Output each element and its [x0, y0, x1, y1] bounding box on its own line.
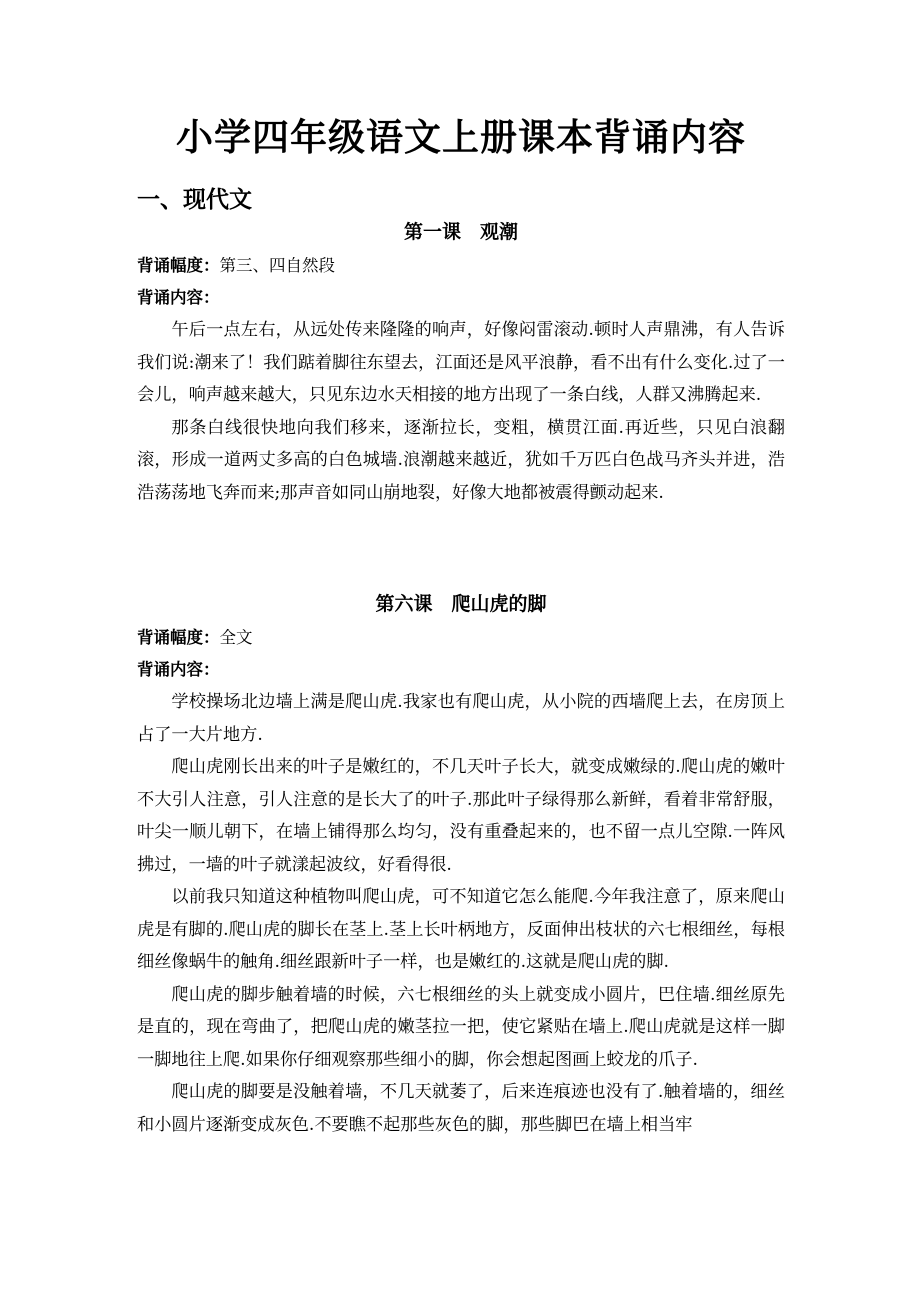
- document-title: 小学四年级语文上册课本背诵内容: [176, 116, 746, 159]
- lesson-title: 第六课 爬山虎的脚: [375, 593, 547, 615]
- lesson-1-block: [137, 214, 785, 509]
- section-heading-modern-text: 一、现代文: [137, 187, 252, 213]
- recitation-scope-value: 第三、四自然段: [219, 256, 335, 275]
- lesson-title: 第一课 观潮: [403, 221, 518, 243]
- recitation-scope: [137, 622, 785, 654]
- recitation-scope: [137, 250, 785, 282]
- paragraph: 爬山虎的脚要是没触着墙，不几天就萎了，后来连痕迹也没有了.触着墙的，细丝和小圆片逐渐变成灰色.不要瞧不起那些灰色的脚，那些脚巴在墙上相当牢: [137, 1082, 785, 1135]
- paragraph: 学校操场北边墙上满是爬山虎.我家也有爬山虎，从小院的西墙爬上去，在房顶上占了一大片地方.: [137, 692, 785, 745]
- paragraph: 爬山虎的脚步触着墙的时候，六七根细丝的头上就变成小圆片，巴住墙.细丝原先是直的，现在弯曲了，把爬山虎的嫩茎拉一把，使它紧贴在墙上.爬山虎就是这样一脚一脚地往上爬.如果你仔细观察那些细小的脚，你会想起图画上蛟龙的爪子.: [137, 984, 785, 1070]
- recitation-content-label: 背诵内容：: [137, 288, 220, 307]
- paragraph: 那条白线很快地向我们移来，逐渐拉长，变粗，横贯江面.再近些，只见白浪翻滚，形成一道两丈多高的白色城墙.浪潮越来越近，犹如千万匹白色战马齐头并进，浩浩荡荡地飞奔而来;那声音如同山崩地裂，好像大地都被震得颤动起来.: [137, 417, 785, 503]
- recitation-content-label: 背诵内容：: [137, 660, 220, 679]
- recitation-scope-label: 背诵幅度：: [137, 628, 220, 647]
- paragraph: 午后一点左右，从远处传来隆隆的响声，好像闷雷滚动.顿时人声鼎沸，有人告诉我们说:潮来了！我们踮着脚往东望去，江面还是风平浪静，看不出有什么变化.过了一会儿，响声越来越大，只见东边水天相接的地方出现了一条白线，人群又沸腾起来.: [137, 320, 785, 405]
- recitation-content-line: [137, 654, 785, 686]
- recitation-scope-value: 全文: [219, 628, 253, 647]
- recitation-content-line: [137, 282, 785, 314]
- paragraph: 以前我只知道这种植物叫爬山虎，可不知道它怎么能爬.今年我注意了，原来爬山虎是有脚的.爬山虎的脚长在茎上.茎上长叶柄地方，反面伸出枝状的六七根细丝，每根细丝像蜗牛的触角.细丝跟新叶子一样，也是嫩红的.这就是爬山虎的脚.: [137, 887, 785, 972]
- recitation-scope-label: 背诵幅度：: [137, 256, 220, 275]
- paragraph: 爬山虎刚长出来的叶子是嫩红的，不几天叶子长大，就变成嫩绿的.爬山虎的嫩叶不大引人注意，引人注意的是长大了的叶子.那此叶子绿得那么新鲜，看着非常舒服，叶尖一顺儿朝下，在墙上铺得那么均匀，没有重叠起来的，也不留一点儿空隙.一阵风拂过，一墙的叶子就漾起波纹，好看得很.: [137, 757, 785, 875]
- lesson-6-block: [137, 586, 785, 1141]
